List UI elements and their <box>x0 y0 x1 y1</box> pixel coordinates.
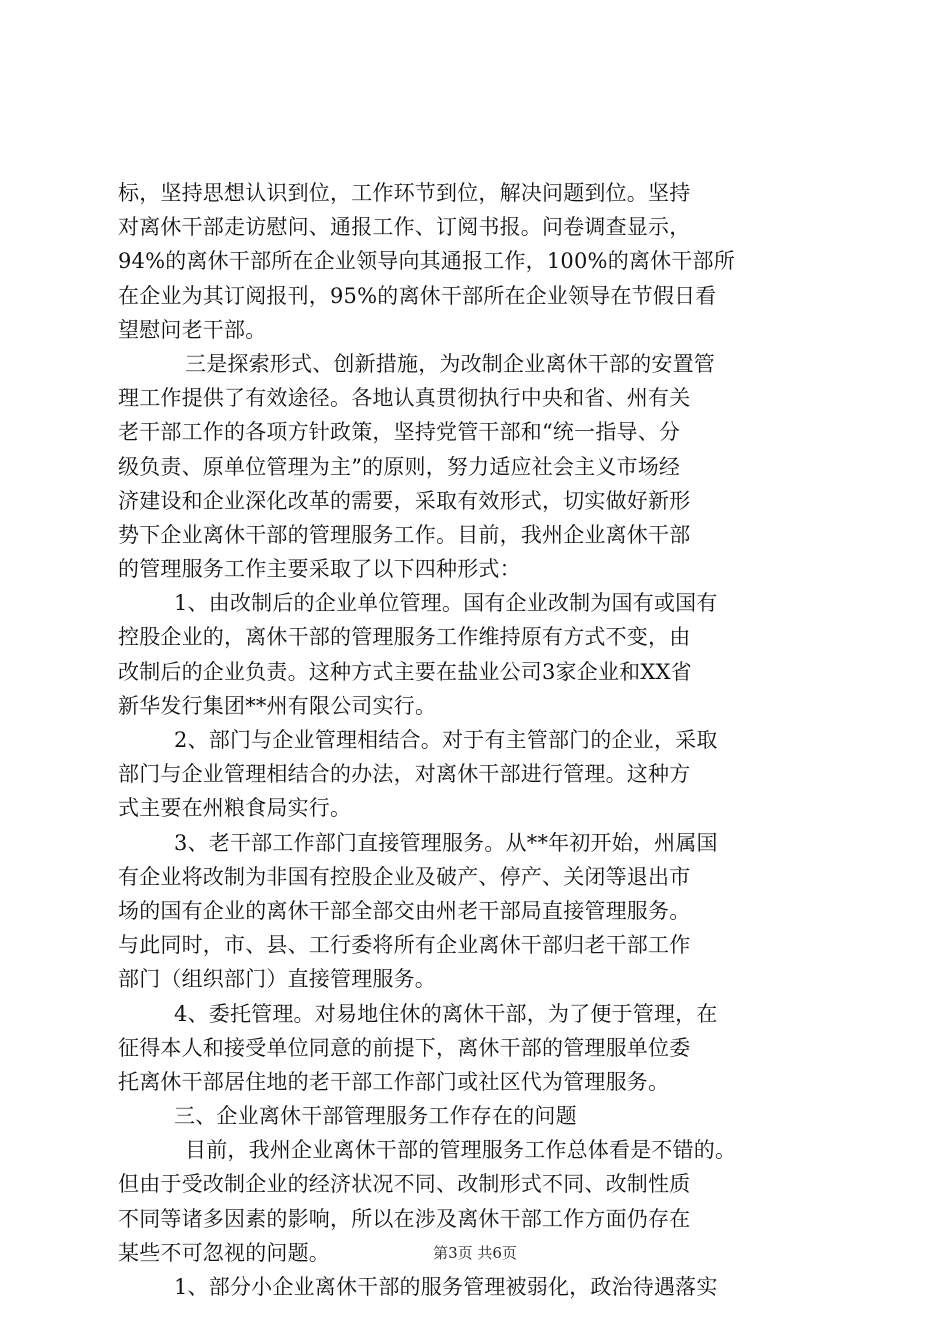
text-line: 94%的离休干部所在企业领导向其通报工作，100%的离休干部所 <box>118 249 735 274</box>
text-line: 与此同时，市、县、工行委将所有企业离休干部归老干部工作 <box>118 933 691 958</box>
document-body <box>118 176 853 1304</box>
text-line: 在企业为其订阅报刊，95%的离休干部所在企业领导在节假日看 <box>118 283 717 308</box>
paragraph-start-line: 1、部分小企业离休干部的服务管理被弱化，政治待遇落实 <box>174 1275 718 1299</box>
text-line: 有企业将改制为非国有控股企业及破产、停产、关闭等退出市 <box>118 864 691 889</box>
text-line: 望慰问老干部。 <box>118 317 267 342</box>
paragraph-start-line: 3、老干部工作部门直接管理服务。从**年初开始，州属国 <box>174 830 718 855</box>
text-line: 征得本人和接受单位同意的前提下，离休干部的管理服单位委 <box>118 1035 691 1060</box>
text-line: 控股企业的，离休干部的管理服务工作维持原有方式不变，由 <box>118 625 691 650</box>
page-number-footer: 第3页 共6页 <box>433 1244 517 1262</box>
text-line: 势下企业离休干部的管理服务工作。目前，我州企业离休干部 <box>118 522 691 547</box>
text-line: 部门（组织部门）直接管理服务。 <box>118 967 436 992</box>
text-line: 老干部工作的各项方针政策，坚持党管干部和“统一指导、分 <box>118 420 681 445</box>
paragraph-start-line: 4、委托管理。对易地住休的离休干部，为了便于管理，在 <box>174 1001 718 1026</box>
text-line: 但由于受改制企业的经济状况不同、改制形式不同、改制性质 <box>118 1172 691 1197</box>
text-line: 对离休干部走访慰问、通报工作、订阅书报。问卷调查显示， <box>118 215 691 240</box>
section-heading: 三、企业离休干部管理服务工作存在的问题 <box>174 1104 577 1129</box>
text-line: 改制后的企业负责。这种方式主要在盐业公司3家企业和XX省 <box>118 659 692 684</box>
text-line: 部门与企业管理相结合的办法，对离休干部进行管理。这种方 <box>118 762 691 787</box>
text-line: 场的国有企业的离休干部全部交由州老干部局直接管理服务。 <box>118 898 691 923</box>
text-line: 不同等诸多因素的影响，所以在涉及离休干部工作方面仍存在 <box>118 1206 691 1231</box>
text-line: 标，坚持思想认识到位，工作环节到位，解决问题到位。坚持 <box>118 181 691 205</box>
text-line: 济建设和企业深化改革的需要，采取有效形式，切实做好新形 <box>118 488 691 513</box>
text-line: 的管理服务工作主要采取了以下四种形式： <box>118 557 521 582</box>
paragraph-start-line: 目前，我州企业离休干部的管理服务工作总体看是不错的。 <box>185 1138 737 1163</box>
paragraph-start-line: 三是探索形式、创新措施，为改制企业离休干部的安置管 <box>185 351 715 376</box>
text-line: 新华发行集团**州有限公司实行。 <box>118 693 437 718</box>
text-line: 某些不可忽视的问题。 <box>118 1240 330 1265</box>
paragraph-start-line: 2、部门与企业管理相结合。对于有主管部门的企业，采取 <box>174 728 718 752</box>
paragraph-start-line: 1、由改制后的企业单位管理。国有企业改制为国有或国有 <box>174 591 718 616</box>
text-line: 理工作提供了有效途径。各地认真贯彻执行中央和省、州有关 <box>118 386 691 411</box>
text-line: 式主要在州粮食局实行。 <box>118 796 352 821</box>
text-line: 托离休干部居住地的老干部工作部门或社区代为管理服务。 <box>118 1069 670 1094</box>
text-line: 级负责、原单位管理为主”的原则，努力适应社会主义市场经 <box>118 454 681 479</box>
